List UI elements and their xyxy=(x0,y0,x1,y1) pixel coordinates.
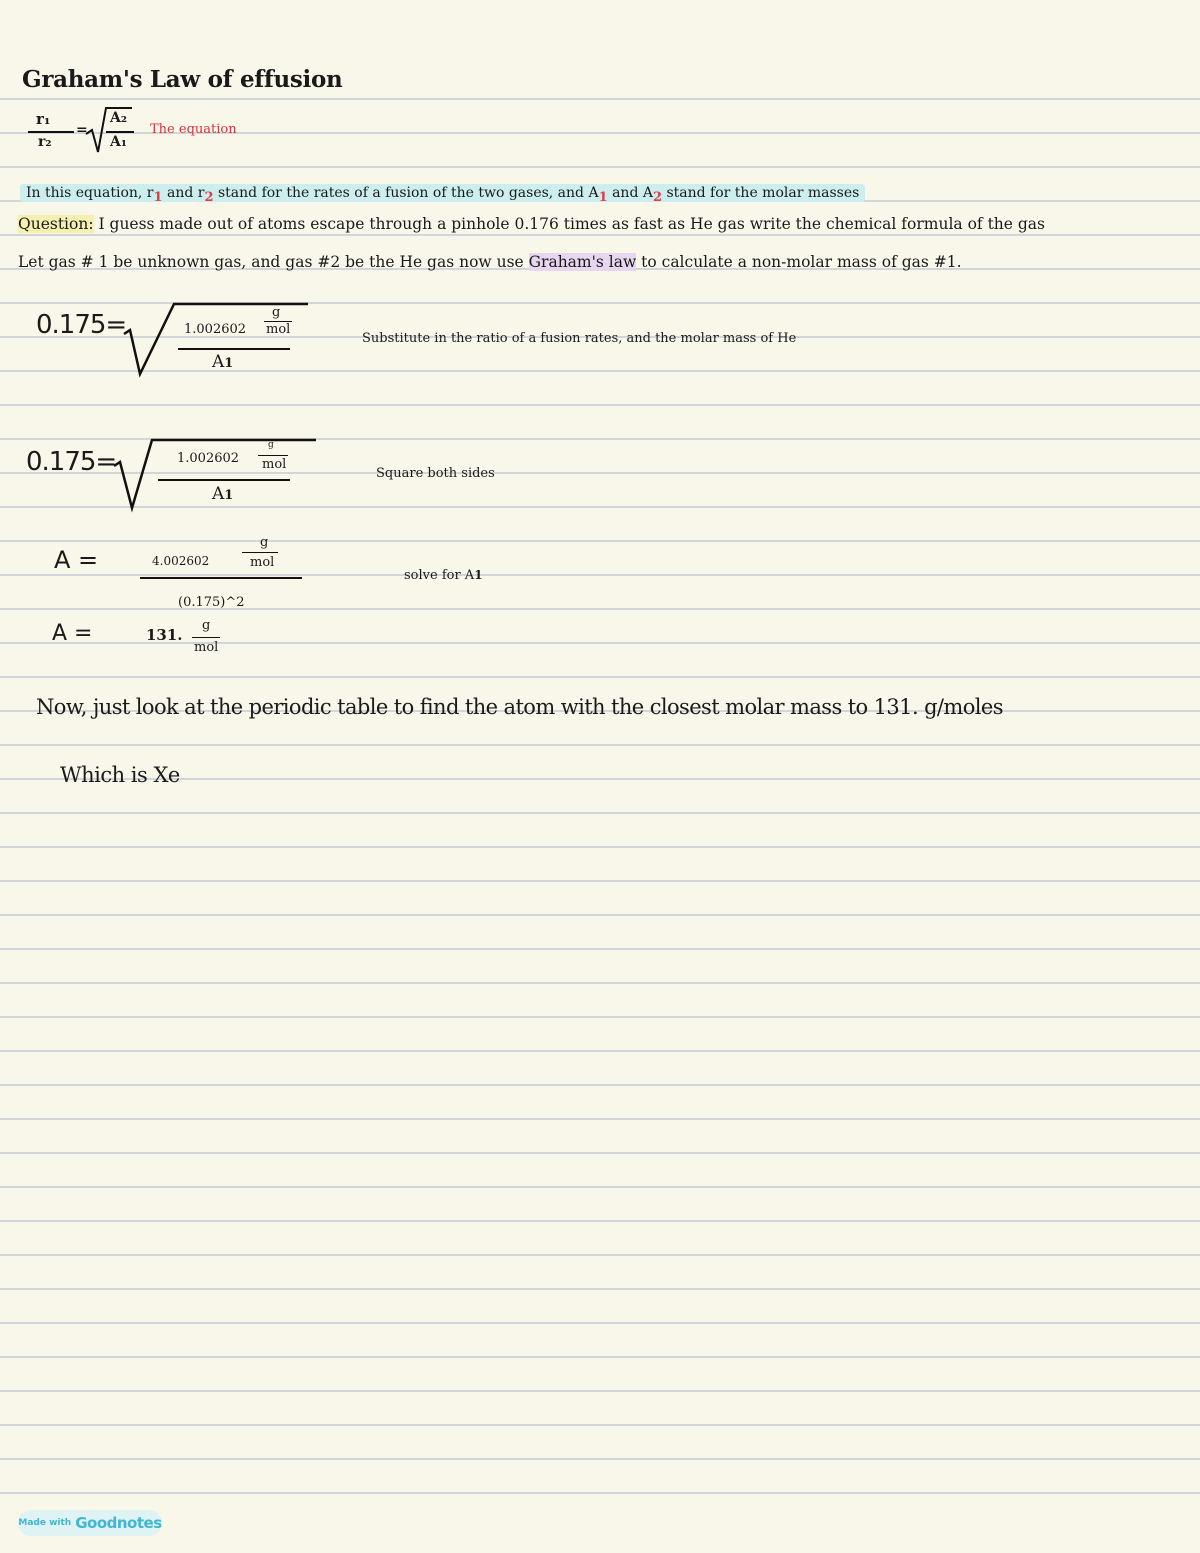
step1-unit-top: g xyxy=(272,305,281,320)
setup-text-after: to calculate a non-molar mass of gas #1. xyxy=(636,253,962,271)
sub-2: 2 xyxy=(204,190,214,205)
ruled-line xyxy=(0,1322,1200,1324)
badge-made-with: Made with xyxy=(18,1518,72,1528)
step3-numerator: 4.002602 xyxy=(152,554,210,568)
step3-fraction-bar xyxy=(140,577,302,579)
badge-brand: Goodnotes xyxy=(75,1514,162,1532)
sub-4: 2 xyxy=(652,190,663,205)
step3-unit-top: g xyxy=(260,535,269,550)
step1-numerator: 1.002602 xyxy=(184,322,247,337)
sub-3: 1 xyxy=(598,190,608,205)
ruled-line xyxy=(0,846,1200,848)
ruled-line xyxy=(0,166,1200,168)
step2-den-text: A xyxy=(212,484,225,504)
explanation-line xyxy=(20,185,865,205)
step3-lhs: A = xyxy=(54,546,99,574)
ruled-line xyxy=(0,1390,1200,1392)
explanation-highlight xyxy=(20,184,865,205)
ruled-line xyxy=(0,234,1200,236)
goodnotes-badge xyxy=(18,1510,162,1536)
answer: Which is Xe xyxy=(60,763,180,787)
step3-denominator: (0.175)^2 xyxy=(178,595,245,610)
ruled-line xyxy=(0,1356,1200,1358)
step1-denominator xyxy=(212,352,233,372)
question-label: Question: xyxy=(18,215,94,233)
ruled-line xyxy=(0,1458,1200,1460)
conclusion: Now, just look at the periodic table to find the atom with the closest molar mass to 131. g/moles xyxy=(36,695,1003,719)
ruled-line xyxy=(0,574,1200,576)
explanation-text-5: stand for the molar masses xyxy=(662,185,860,201)
step2-unit-top: g xyxy=(268,440,274,450)
ruled-line xyxy=(0,1050,1200,1052)
eq-a2: A₂ xyxy=(110,110,127,126)
ruled-line xyxy=(0,1152,1200,1154)
ruled-line xyxy=(0,540,1200,542)
ruled-line xyxy=(0,778,1200,780)
step2-unit-bottom: mol xyxy=(262,457,287,472)
step3-note-text: solve for A xyxy=(404,568,475,583)
step4-unit-bar xyxy=(192,637,220,638)
step2-numerator: 1.002602 xyxy=(177,451,240,466)
step4-value: 131. xyxy=(146,626,183,644)
step4-unit-top: g xyxy=(202,618,211,633)
step1-den-sub: 1 xyxy=(224,356,234,371)
explanation-text-3: stand for the rates of a fusion of the two gases, and A xyxy=(213,185,599,201)
step1-note: Substitute in the ratio of a fusion rates, and the molar mass of He xyxy=(362,331,797,346)
step1-unit-bottom: mol xyxy=(266,322,291,337)
explanation-text-2: and r xyxy=(162,185,205,201)
step2-note: Square both sides xyxy=(376,466,495,481)
ruled-line xyxy=(0,1254,1200,1256)
sub-1: 1 xyxy=(153,190,163,205)
eq-r1: r₁ xyxy=(36,110,51,128)
setup-line xyxy=(18,253,962,271)
eq-equals: = xyxy=(76,122,88,138)
ruled-line xyxy=(0,98,1200,100)
ruled-line xyxy=(0,914,1200,916)
step2-unit-bar xyxy=(258,455,288,456)
equation-label: The equation xyxy=(150,122,237,137)
eq-r2: r₂ xyxy=(38,134,52,150)
question-text: I guess made out of atoms escape through a pinhole 0.176 times as fast as He gas write the chemical formula of the gas xyxy=(93,215,1045,233)
step2-lhs: 0.175= xyxy=(26,447,117,477)
eq-bar-left xyxy=(28,131,74,133)
ruled-line xyxy=(0,404,1200,406)
ruled-line xyxy=(0,982,1200,984)
step3-note xyxy=(404,568,483,583)
eq-a1: A₁ xyxy=(110,134,127,150)
step2-denominator xyxy=(212,484,233,504)
setup-text-before: Let gas # 1 be unknown gas, and gas #2 be the He gas now use xyxy=(18,253,529,271)
page-title: Graham's Law of effusion xyxy=(22,66,343,93)
step3-unit-bottom: mol xyxy=(250,555,275,570)
ruled-line xyxy=(0,1288,1200,1290)
ruled-line xyxy=(0,1220,1200,1222)
explanation-text-4: and A xyxy=(607,185,653,201)
question-line xyxy=(18,215,1045,233)
step3-unit-bar xyxy=(242,552,278,553)
step4-unit-bottom: mol xyxy=(194,640,219,655)
step4-lhs: A = xyxy=(52,621,93,646)
ruled-line xyxy=(0,1016,1200,1018)
ruled-line xyxy=(0,676,1200,678)
setup-highlight: Graham's law xyxy=(528,253,637,271)
ruled-line xyxy=(0,1186,1200,1188)
step2-radical xyxy=(112,436,322,516)
ruled-line xyxy=(0,948,1200,950)
eq-bar-right xyxy=(106,131,134,133)
step1-lhs: 0.175= xyxy=(36,310,127,340)
ruled-line xyxy=(0,744,1200,746)
ruled-line xyxy=(0,812,1200,814)
ruled-line xyxy=(0,880,1200,882)
step2-fraction-bar xyxy=(158,479,290,481)
explanation-text-1: In this equation, r xyxy=(26,185,154,201)
ruled-line xyxy=(0,1118,1200,1120)
ruled-line xyxy=(0,1084,1200,1086)
step1-den-text: A xyxy=(212,352,225,372)
ruled-line xyxy=(0,1424,1200,1426)
ruled-line xyxy=(0,1492,1200,1494)
step3-note-sub: 1 xyxy=(474,568,483,582)
step1-fraction-bar xyxy=(178,348,290,350)
step2-den-sub: 1 xyxy=(224,488,234,503)
